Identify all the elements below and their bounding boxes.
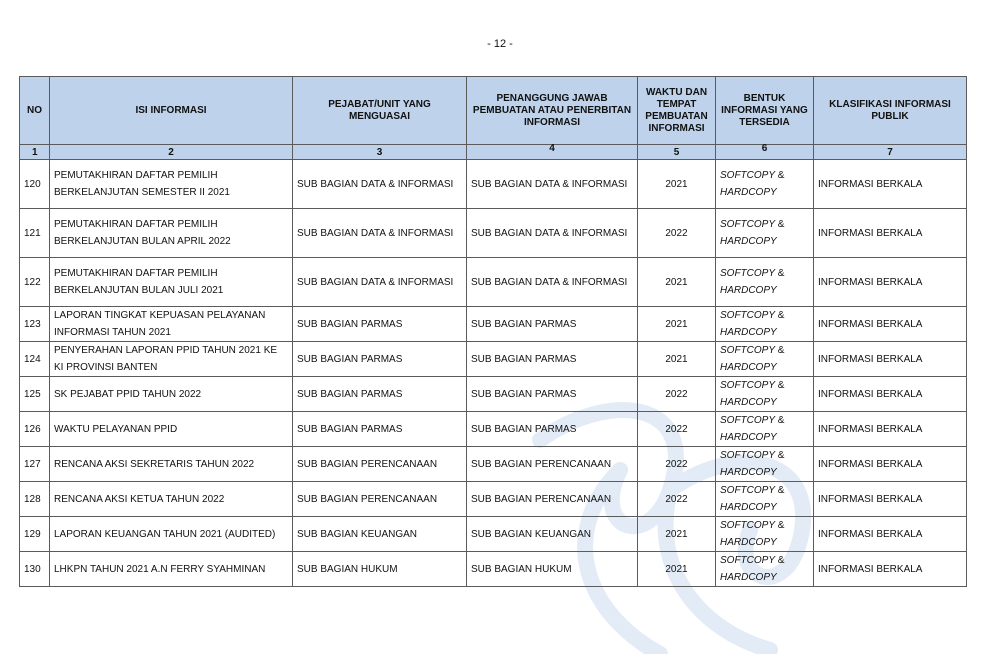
bentuk-softcopy: SOFTCOPY (720, 415, 776, 426)
bentuk-hardcopy: HARDCOPY (720, 537, 777, 548)
cell-bentuk: SOFTCOPY & HARDCOPY (716, 258, 814, 307)
cell-klasifikasi: INFORMASI BERKALA (814, 447, 967, 482)
cell-isi-informasi (50, 517, 293, 552)
table-row (20, 377, 967, 412)
cell-pejabat: SUB BAGIAN PERENCANAAN (293, 447, 467, 482)
isi-text: PEMUTAKHIRAN DAFTAR PEMILIH BERKELANJUTAN BULAN APRIL 2022 (54, 219, 231, 247)
col-header-isi: ISI INFORMASI (50, 77, 293, 145)
col-number-2: 2 (50, 145, 293, 160)
table-row (20, 552, 967, 587)
cell-isi-informasi (50, 160, 293, 209)
table-row (20, 447, 967, 482)
isi-text: RENCANA AKSI KETUA TAHUN 2022 (54, 493, 225, 505)
cell-bentuk: SOFTCOPY & HARDCOPY (716, 209, 814, 258)
bentuk-hardcopy: HARDCOPY (720, 236, 777, 247)
cell-penanggung-jawab: SUB BAGIAN PARMAS (467, 377, 638, 412)
col-header-klasifikasi: KLASIFIKASI INFORMASI PUBLIK (814, 77, 967, 145)
table-row (20, 517, 967, 552)
cell-penanggung-jawab: SUB BAGIAN HUKUM (467, 552, 638, 587)
cell-no: 128 (20, 482, 50, 517)
cell-bentuk: SOFTCOPY & HARDCOPY (716, 307, 814, 342)
cell-no: 130 (20, 552, 50, 587)
table-row (20, 160, 967, 209)
page-number: - 12 - (487, 38, 513, 50)
isi-text: SK PEJABAT PPID TAHUN 2022 (54, 388, 202, 400)
bentuk-hardcopy: HARDCOPY (720, 397, 777, 408)
cell-isi-informasi (50, 377, 293, 412)
cell-bentuk: SOFTCOPY & HARDCOPY (716, 482, 814, 517)
bentuk-softcopy: SOFTCOPY (720, 268, 776, 279)
cell-pejabat: SUB BAGIAN PARMAS (293, 342, 467, 377)
cell-waktu: 2021 (638, 517, 716, 552)
cell-pejabat: SUB BAGIAN PARMAS (293, 412, 467, 447)
bentuk-hardcopy: HARDCOPY (720, 285, 777, 296)
isi-text: WAKTU PELAYANAN PPID (54, 423, 178, 435)
table-row (20, 307, 967, 342)
cell-klasifikasi: INFORMASI BERKALA (814, 342, 967, 377)
cell-waktu: 2022 (638, 209, 716, 258)
cell-isi-informasi (50, 412, 293, 447)
table-row (20, 209, 967, 258)
cell-isi-informasi (50, 307, 293, 342)
cell-no: 126 (20, 412, 50, 447)
cell-no: 123 (20, 307, 50, 342)
cell-no: 125 (20, 377, 50, 412)
cell-penanggung-jawab: SUB BAGIAN DATA & INFORMASI (467, 258, 638, 307)
isi-text: PEMUTAKHIRAN DAFTAR PEMILIH BERKELANJUTAN SEMESTER II 2021 (54, 170, 230, 198)
bentuk-softcopy: SOFTCOPY (720, 310, 776, 321)
isi-text: LHKPN TAHUN 2021 A.N FERRY SYAHMINAN (54, 563, 266, 575)
cell-penanggung-jawab: SUB BAGIAN KEUANGAN (467, 517, 638, 552)
cell-isi-informasi (50, 447, 293, 482)
cell-bentuk: SOFTCOPY & HARDCOPY (716, 342, 814, 377)
cell-waktu: 2021 (638, 258, 716, 307)
isi-text: LAPORAN KEUANGAN TAHUN 2021 (AUDITED) (54, 528, 276, 540)
cell-penanggung-jawab: SUB BAGIAN DATA & INFORMASI (467, 209, 638, 258)
cell-isi-informasi (50, 552, 293, 587)
bentuk-hardcopy: HARDCOPY (720, 467, 777, 478)
cell-pejabat: SUB BAGIAN DATA & INFORMASI (293, 209, 467, 258)
cell-waktu: 2022 (638, 412, 716, 447)
col-header-pejabat: PEJABAT/UNIT YANG MENGUASAI (293, 77, 467, 145)
table-row (20, 258, 967, 307)
bentuk-softcopy: SOFTCOPY (720, 520, 776, 531)
cell-isi-informasi (50, 209, 293, 258)
cell-no: 121 (20, 209, 50, 258)
bentuk-hardcopy: HARDCOPY (720, 572, 777, 583)
bentuk-softcopy: SOFTCOPY (720, 170, 776, 181)
cell-waktu: 2022 (638, 482, 716, 517)
cell-pejabat: SUB BAGIAN HUKUM (293, 552, 467, 587)
cell-penanggung-jawab: SUB BAGIAN PARMAS (467, 412, 638, 447)
header-row (20, 77, 967, 145)
col-header-bentuk: BENTUK INFORMASI YANG TERSEDIA (716, 77, 814, 145)
cell-klasifikasi: INFORMASI BERKALA (814, 517, 967, 552)
cell-klasifikasi: INFORMASI BERKALA (814, 209, 967, 258)
cell-isi-informasi (50, 482, 293, 517)
table-row (20, 412, 967, 447)
table-row (20, 482, 967, 517)
cell-klasifikasi: INFORMASI BERKALA (814, 412, 967, 447)
cell-klasifikasi: INFORMASI BERKALA (814, 552, 967, 587)
col-number-3: 3 (293, 145, 467, 160)
cell-no: 122 (20, 258, 50, 307)
cell-klasifikasi: INFORMASI BERKALA (814, 307, 967, 342)
bentuk-hardcopy: HARDCOPY (720, 327, 777, 338)
cell-penanggung-jawab: SUB BAGIAN PARMAS (467, 342, 638, 377)
cell-penanggung-jawab: SUB BAGIAN PERENCANAAN (467, 482, 638, 517)
cell-isi-informasi (50, 258, 293, 307)
cell-pejabat: SUB BAGIAN PARMAS (293, 377, 467, 412)
cell-bentuk: SOFTCOPY & HARDCOPY (716, 160, 814, 209)
cell-bentuk: SOFTCOPY & HARDCOPY (716, 517, 814, 552)
cell-penanggung-jawab: SUB BAGIAN PERENCANAAN (467, 447, 638, 482)
cell-waktu: 2021 (638, 307, 716, 342)
information-table (19, 76, 967, 587)
cell-no: 124 (20, 342, 50, 377)
cell-bentuk: SOFTCOPY & HARDCOPY (716, 377, 814, 412)
isi-text: PEMUTAKHIRAN DAFTAR PEMILIH BERKELANJUTAN BULAN JULI 2021 (54, 268, 224, 296)
cell-bentuk: SOFTCOPY & HARDCOPY (716, 447, 814, 482)
cell-pejabat: SUB BAGIAN PARMAS (293, 307, 467, 342)
col-number-1: 1 (20, 145, 50, 160)
bentuk-softcopy: SOFTCOPY (720, 450, 776, 461)
cell-klasifikasi: INFORMASI BERKALA (814, 482, 967, 517)
bentuk-hardcopy: HARDCOPY (720, 432, 777, 443)
bentuk-softcopy: SOFTCOPY (720, 345, 776, 356)
col-number-7: 7 (814, 145, 967, 160)
isi-text: LAPORAN TINGKAT KEPUASAN PELAYANAN INFORMASI TAHUN 2021 (54, 310, 266, 338)
bentuk-softcopy: SOFTCOPY (720, 380, 776, 391)
isi-text: PENYERAHAN LAPORAN PPID TAHUN 2021 KE KI PROVINSI BANTEN (54, 345, 278, 373)
cell-bentuk: SOFTCOPY & HARDCOPY (716, 552, 814, 587)
col-header-no: NO (20, 77, 50, 145)
cell-waktu: 2022 (638, 377, 716, 412)
bentuk-softcopy: SOFTCOPY (720, 219, 776, 230)
cell-klasifikasi: INFORMASI BERKALA (814, 377, 967, 412)
cell-penanggung-jawab: SUB BAGIAN PARMAS (467, 307, 638, 342)
cell-waktu: 2021 (638, 160, 716, 209)
column-number-row (20, 145, 967, 160)
bentuk-hardcopy: HARDCOPY (720, 362, 777, 373)
bentuk-hardcopy: HARDCOPY (720, 187, 777, 198)
cell-waktu: 2021 (638, 342, 716, 377)
col-header-penanggung: PENANGGUNG JAWAB PEMBUATAN ATAU PENERBITAN INFORMASI (467, 77, 638, 145)
cell-pejabat: SUB BAGIAN DATA & INFORMASI (293, 160, 467, 209)
bentuk-softcopy: SOFTCOPY (720, 555, 776, 566)
col-number-6: 6 (716, 145, 814, 160)
cell-penanggung-jawab: SUB BAGIAN DATA & INFORMASI (467, 160, 638, 209)
cell-isi-informasi (50, 342, 293, 377)
col-header-waktu: WAKTU DAN TEMPAT PEMBUATAN INFORMASI (638, 77, 716, 145)
col-number-4: 4 (467, 145, 638, 160)
table-row (20, 342, 967, 377)
bentuk-softcopy: SOFTCOPY (720, 485, 776, 496)
cell-klasifikasi: INFORMASI BERKALA (814, 160, 967, 209)
table-body (20, 160, 967, 587)
isi-text: RENCANA AKSI SEKRETARIS TAHUN 2022 (54, 458, 255, 470)
cell-waktu: 2021 (638, 552, 716, 587)
cell-bentuk: SOFTCOPY & HARDCOPY (716, 412, 814, 447)
cell-no: 127 (20, 447, 50, 482)
bentuk-hardcopy: HARDCOPY (720, 502, 777, 513)
cell-no: 120 (20, 160, 50, 209)
cell-waktu: 2022 (638, 447, 716, 482)
col-number-5: 5 (638, 145, 716, 160)
cell-pejabat: SUB BAGIAN KEUANGAN (293, 517, 467, 552)
cell-pejabat: SUB BAGIAN PERENCANAAN (293, 482, 467, 517)
cell-pejabat: SUB BAGIAN DATA & INFORMASI (293, 258, 467, 307)
cell-klasifikasi: INFORMASI BERKALA (814, 258, 967, 307)
cell-no: 129 (20, 517, 50, 552)
